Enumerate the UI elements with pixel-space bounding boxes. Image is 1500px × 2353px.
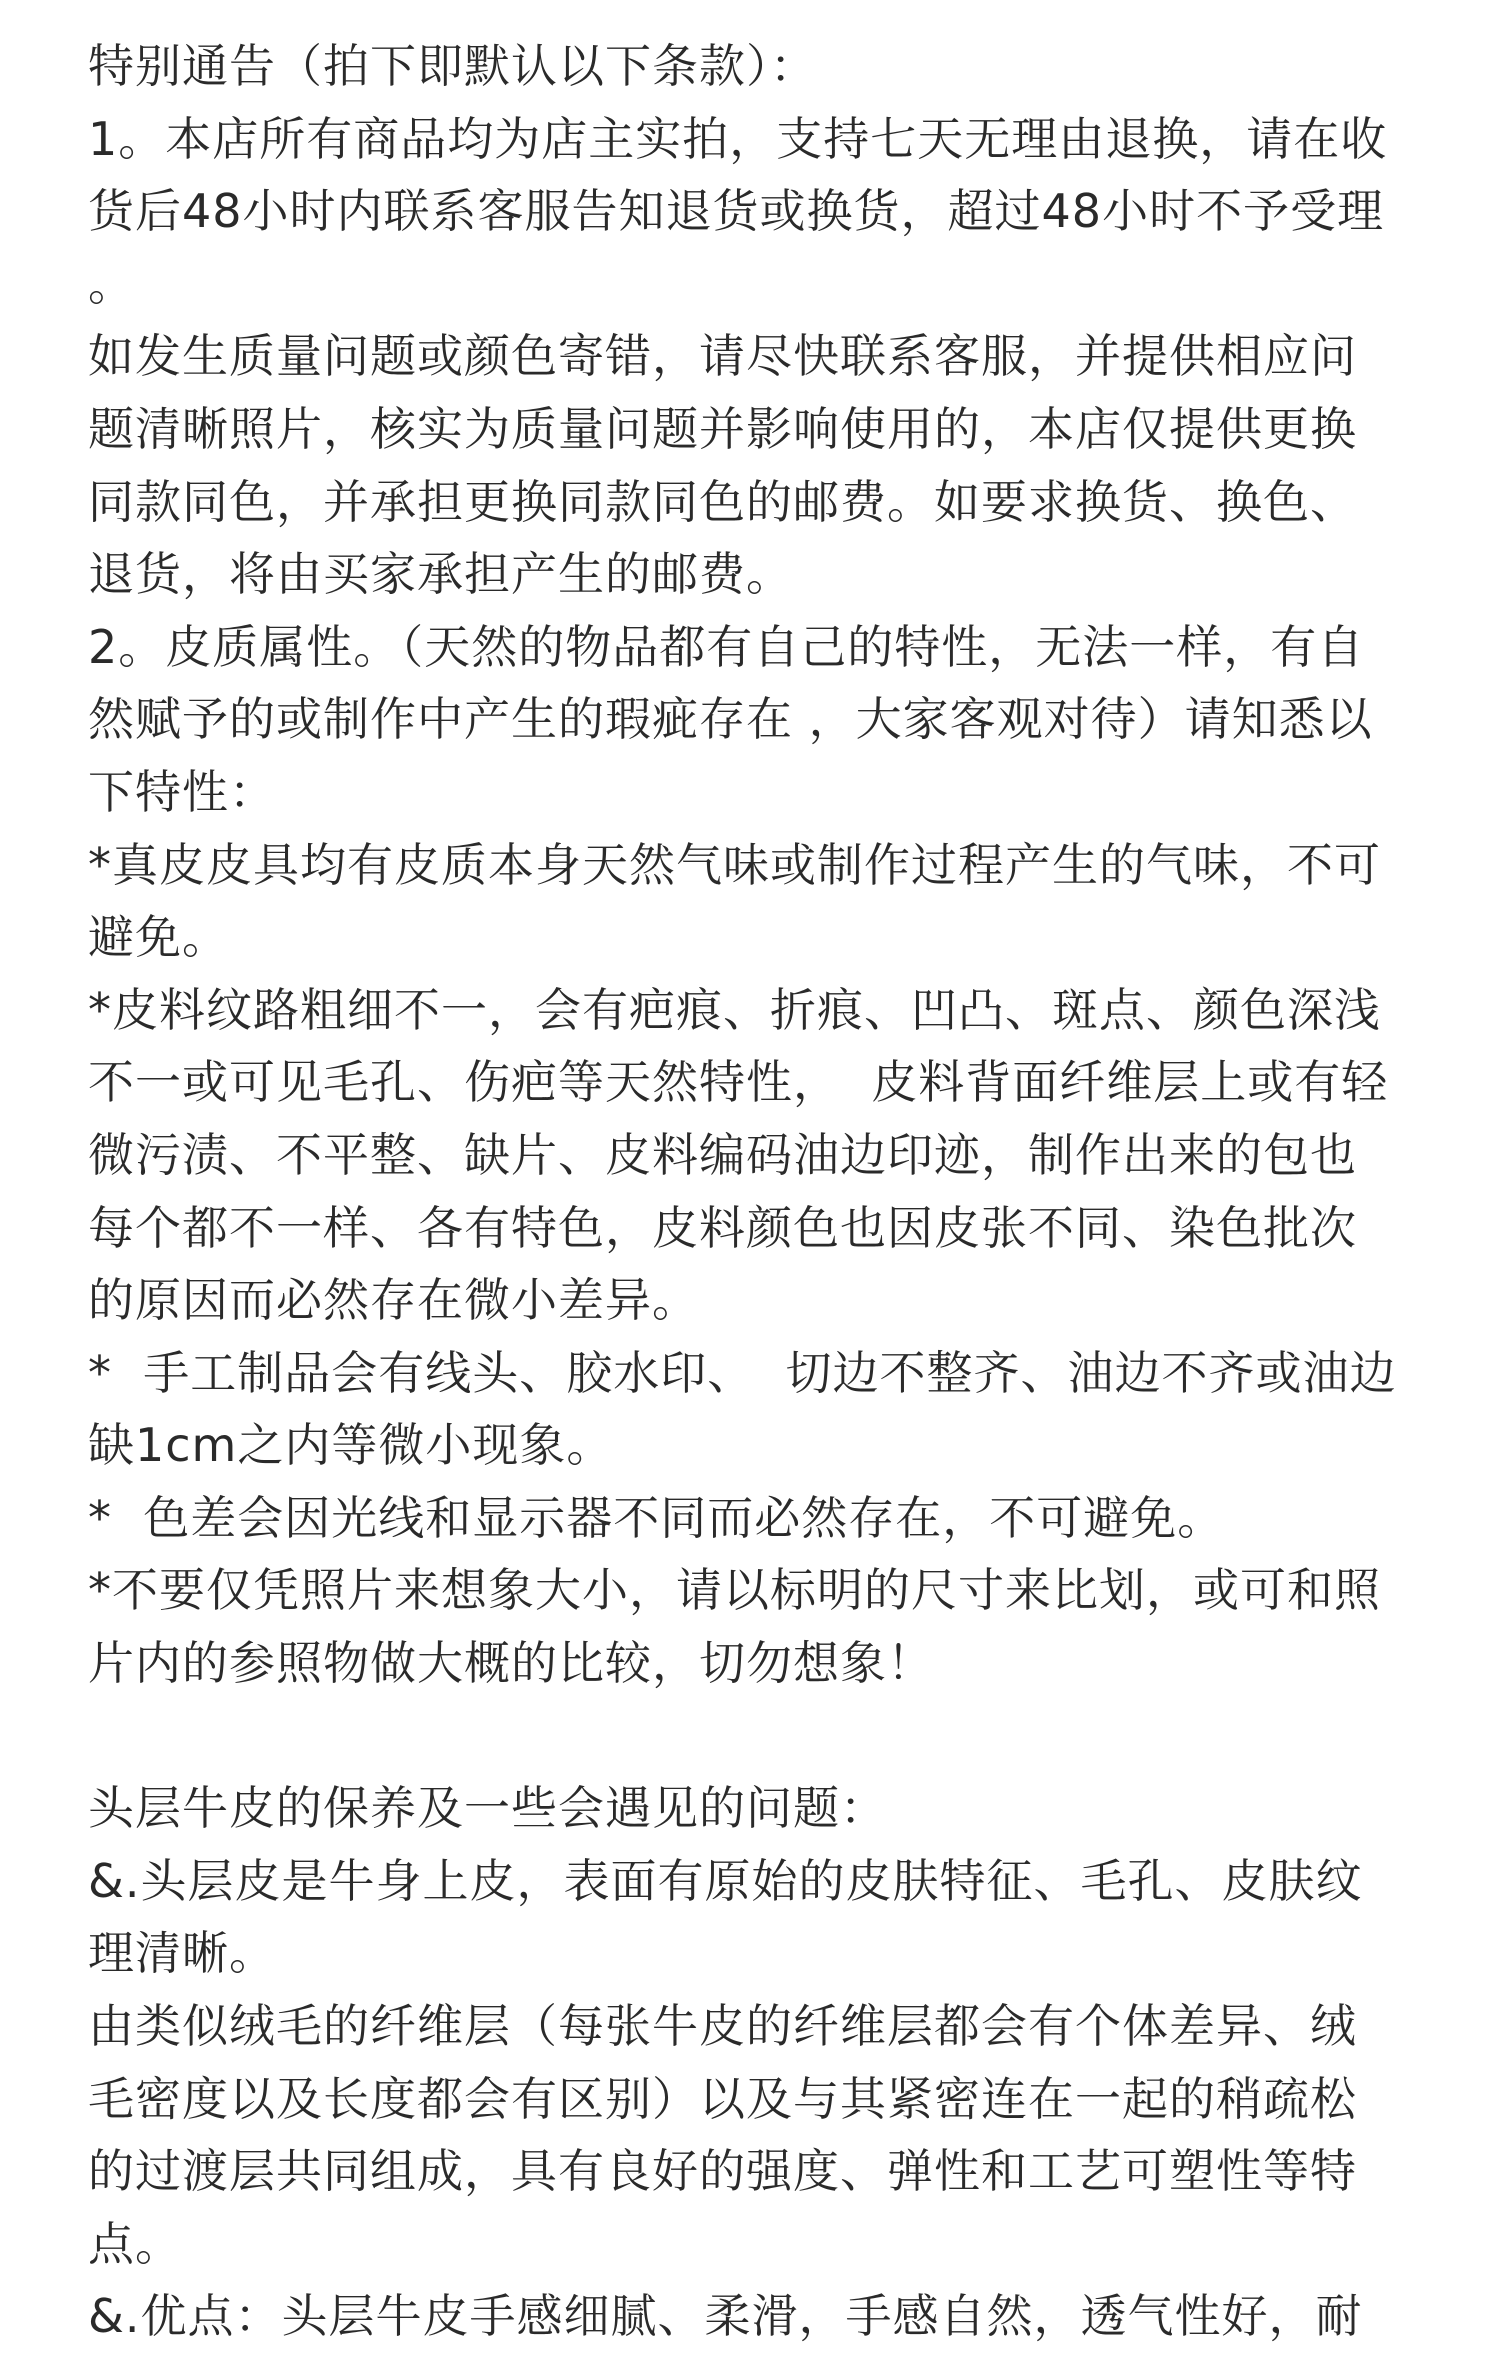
- text-line: 不一或可见毛孔、伤疤等天然特性， 皮料背面纤维层上或有轻: [88, 1055, 1389, 1110]
- blank-line: [88, 1700, 1428, 1773]
- text-line: * 色差会因光线和显示器不同而必然存在，不可避免。: [88, 1490, 1225, 1545]
- text-line: 理清晰。: [88, 1926, 276, 1981]
- text-line: 货后48小时内联系客服告知退货或换货，超过48小时不予受理: [88, 184, 1385, 239]
- text-line: 退货，将由买家承担产生的邮费。: [88, 547, 793, 602]
- text-line: &.优点：头层牛皮手感细腻、柔滑，手感自然，透气性好，耐: [88, 2289, 1363, 2344]
- text-line: 然赋予的或制作中产生的瑕疵存在 ，大家客观对待）请知悉以: [88, 692, 1373, 747]
- text-line: 的过渡层共同组成，具有良好的强度、弹性和工艺可塑性等特: [88, 2144, 1357, 2199]
- text-line: *真皮皮具均有皮质本身天然气味或制作过程产生的气味，不可: [88, 837, 1381, 892]
- text-line: 同款同色，并承担更换同款同色的邮费。如要求换货、换色、: [88, 474, 1357, 529]
- text-line: 。: [88, 256, 135, 311]
- text-line: * 手工制品会有线头、胶水印、 切边不整齐、油边不齐或油边: [88, 1345, 1397, 1400]
- document-body: [88, 30, 1428, 2353]
- text-line: 题清晰照片，核实为质量问题并影响使用的，本店仅提供更换: [88, 401, 1357, 456]
- text-line: 2。皮质属性。（天然的物品都有自己的特性，无法一样，有自: [88, 619, 1365, 674]
- text-line: *皮料纹路粗细不一，会有疤痕、折痕、凹凸、斑点、颜色深浅: [88, 982, 1381, 1037]
- section-heading: 头层牛皮的保养及一些会遇见的问题：: [88, 1781, 887, 1836]
- text-line: *不要仅凭照片来想象大小，请以标明的尺寸来比划，或可和照: [88, 1563, 1381, 1618]
- text-line: 的原因而必然存在微小差异。: [88, 1273, 699, 1328]
- text-line: 下特性：: [88, 764, 276, 819]
- text-line: 特别通告（拍下即默认以下条款）：: [88, 39, 817, 93]
- text-line: 1。本店所有商品均为店主实拍，支持七天无理由退换，请在收: [88, 111, 1388, 166]
- text-line: 由类似绒毛的纤维层（每张牛皮的纤维层都会有个体差异、绒: [88, 1999, 1357, 2054]
- text-line: 缺1cm之内等微小现象。: [88, 1418, 614, 1473]
- text-line: 避免。: [88, 910, 229, 965]
- text-line: 如发生质量问题或颜色寄错，请尽快联系客服，并提供相应问: [88, 329, 1357, 384]
- text-line: &.头层皮是牛身上皮，表面有原始的皮肤特征、毛孔、皮肤纹: [88, 1853, 1363, 1908]
- text-line: 片内的参照物做大概的比较，切勿想象！: [88, 1636, 934, 1691]
- text-line: 毛密度以及长度都会有区别）以及与其紧密连在一起的稍疏松: [88, 2071, 1357, 2126]
- text-line: 点。: [88, 2216, 182, 2271]
- text-line: 每个都不一样、各有特色，皮料颜色也因皮张不同、染色批次: [88, 1200, 1357, 1255]
- text-line: 微污渍、不平整、缺片、皮料编码油边印迹，制作出来的包也: [88, 1127, 1357, 1182]
